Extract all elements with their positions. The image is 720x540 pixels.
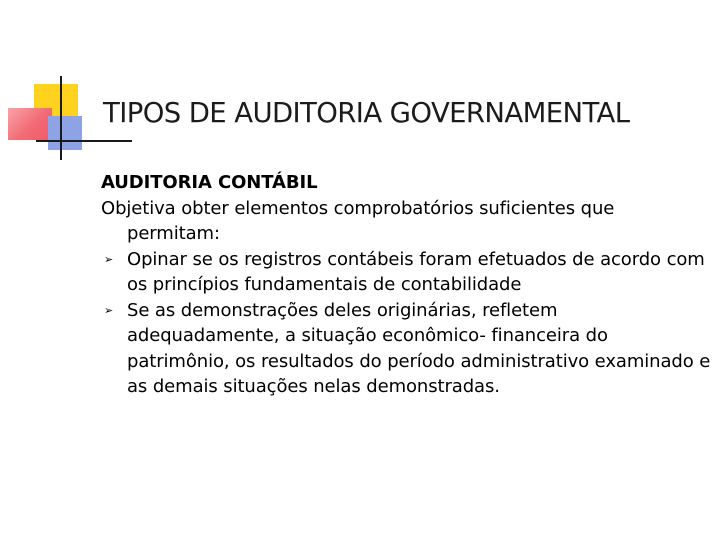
intro-paragraph: Objetiva obter elementos comprobatórios suficientes que permitam: <box>101 197 615 244</box>
arrow-bullet-icon: ➢ <box>104 303 114 317</box>
slide-body <box>101 170 711 400</box>
vertical-divider-line <box>60 76 62 160</box>
list-item-text: Opinar se os registros contábeis foram efetuados de acordo com os princípios fundamentais de contabilidade <box>127 248 705 295</box>
decorative-logo-squares <box>0 0 100 170</box>
blue-square <box>48 116 82 150</box>
section-heading: AUDITORIA CONTÁBIL <box>101 172 318 193</box>
list-item <box>101 247 711 298</box>
slide-title: TIPOS DE AUDITORIA GOVERNAMENTAL <box>103 97 630 129</box>
bullet-list <box>101 247 711 400</box>
red-square <box>8 108 52 140</box>
list-item <box>101 298 711 400</box>
list-item-text: Se as demonstrações deles originárias, refletem adequadamente, a situação econômico- financeira do patrimônio, os resultados do período administrativo examinado e as demais situações nelas demonstradas. <box>127 299 711 397</box>
arrow-bullet-icon: ➢ <box>104 252 114 266</box>
horizontal-divider-line <box>36 140 132 142</box>
